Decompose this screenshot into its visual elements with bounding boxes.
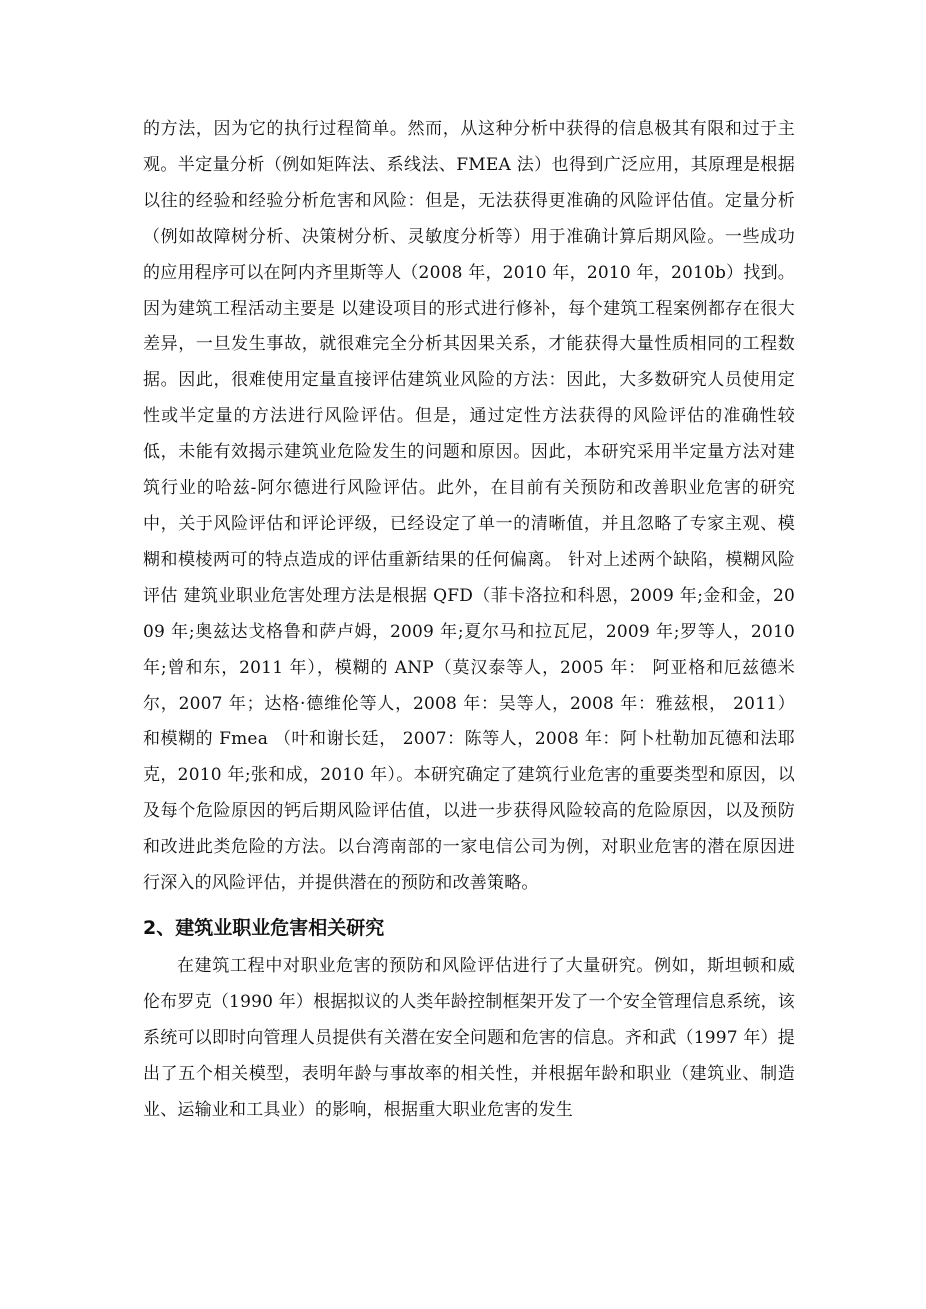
body-paragraph-continued: 的方法，因为它的执行过程简单。然而，从这种分析中获得的信息极其有限和过于主观。半定量分析（例如矩阵法、系线法、FMEA 法）也得到广泛应用，其原理是根据以往的经验和经验分析危害和风险：但是，无法获得更准确的风险评估值。定量分析（例如故障树分析、决策树分析、灵敏度分析等）用于准确计算后期风险。一些成功的应用程序可以在阿内齐里斯等人（2008 年，2010 年，2010 年，2010b）找到。 因为建筑工程活动主要是 以建设项目的形式进行修补，每个建筑工程案例都存在很大差异，一旦发生事故，就很难完全分析其因果关系，才能获得大量性质相同的工程数据。因此，很难使用定量直接评估建筑业风险的方法：因此，大多数研究人员使用定性或半定量的方法进行风险评估。但是，通过定性方法获得的风险评估的准确性较低，未能有效揭示建筑业危险发生的问题和原因。因此，本研究采用半定量方法对建筑行业的哈兹-阿尔德进行风险评估。此外，在目前有关预防和改善职业危害的研究中，关于风险评估和评论评级，已经设定了单一的清晰值，并且忽略了专家主观、模糊和模棱两可的特点造成的评估重新结果的任何偏离。 针对上述两个缺陷，模糊风险评估 建筑业职业危害处理方法是根据 QFD（菲卡洛拉和科恩，2009 年;金和金，2009 年;奥兹达戈格鲁和萨卢姆，2009 年;夏尔马和拉瓦尼，2009 年;罗等人，2010 年;曾和东，2011 年），模糊的 ANP（莫汉泰等人，2005 年： 阿亚格和厄兹德米尔，2007 年；达格·德维伦等人，2008 年：吴等人，2008 年：雅兹根， 2011） 和模糊的 Fmea （叶和谢长廷， 2007：陈等人，2008 年：阿卜杜勒加瓦德和法耶克，2010 年;张和成，2010 年）。本研究确定了建筑行业危害的重要类型和原因，以及每个危险原因的钙后期风险评估值，以进一步获得风险较高的危险原因，以及预防和改进此类危险的方法。以台湾南部的一家电信公司为例，对职业危害的潜在原因进行深入的风险评估，并提供潜在的预防和改善策略。	[143, 119, 795, 894]
document-body	[143, 112, 795, 1128]
body-paragraph-section-2: 在建筑工程中对职业危害的预防和风险评估进行了大量研究。例如，斯坦顿和威伦布罗克（1990 年）根据拟议的人类年龄控制框架开发了一个安全管理信息系统，该系统可以即时向管理人员提供有关潜在安全问题和危害的信息。齐和武（1997 年）提出了五个相关模型，表明年龄与事故率的相关性，并根据年龄和职业（建筑业、制造业、运输业和工具业）的影响，根据重大职业危害的发生	[143, 955, 795, 1120]
section-heading: 2、建筑业职业危害相关研究	[143, 916, 385, 939]
